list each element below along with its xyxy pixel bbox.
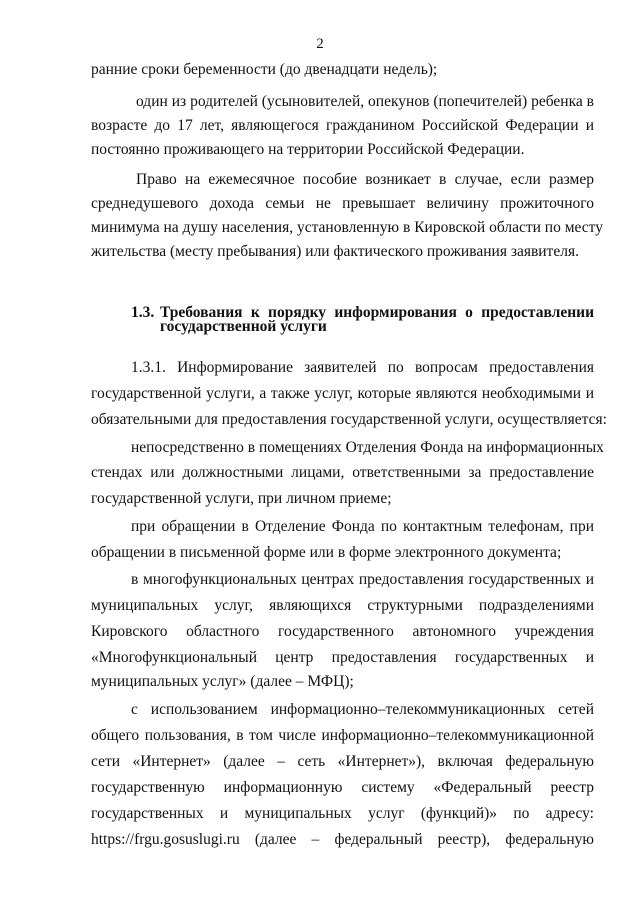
page-number: 2 [316,36,324,52]
text-line: обращении в письменной форме или в форме электронного документа; [91,544,562,561]
section-heading: Требования к порядку информирования о предоставлении [160,304,594,321]
text-line: постоянно проживающего на территории Российской Федерации. [91,141,525,158]
text-line: муниципальных услуг, являющихся структурными подразделениями [91,597,594,614]
text-line: сети «Интернет» (далее – сеть «Интернет»), включая федеральную [91,753,594,770]
text-line: ранние сроки беременности (до двенадцати недель); [91,61,438,78]
text-line: при обращении в Отделение Фонда по контактным телефонам, при [131,518,594,535]
text-line: общего пользования, в том числе информационно–телекоммуникационной [91,727,594,744]
text-line: «Многофункциональный центр предоставления государственных и [91,649,594,666]
text-line: в многофункциональных центрах предоставления государственных и [131,571,594,588]
text-line: Право на ежемесячное пособие возникает в случае, если размер [136,171,594,188]
text-line: с использованием информационно–телекоммуникационных сетей [131,701,594,718]
section-heading: государственной услуги [160,318,327,335]
text-line: стендах или должностными лицами, ответственными за предоставление [91,464,594,481]
text-line: жительства (месту пребывания) или фактического проживания заявителя. [91,243,579,260]
text-line: один из родителей (усыновителей, опекунов (попечителей) ребенка в [136,93,594,110]
text-line: государственной услуги, при личном приеме; [91,490,392,507]
text-line: Кировского областного государственного автономного учреждения [91,623,594,640]
section-number: 1.3. [131,304,155,321]
text-line: возрасте до 17 лет, являющегося гражданином Российской Федерации и [91,117,594,134]
text-line: среднедушевого дохода семьи не превышает величину прожиточного [91,195,594,212]
text-line: непосредственно в помещениях Отделения Фонда на информационных [131,439,604,456]
text-line: 1.3.1. Информирование заявителей по вопросам предоставления [131,359,594,376]
text-line: государственных и муниципальных услуг (функций)» по адресу: [91,805,594,822]
text-line: обязательными для предоставления государственной услуги, осуществляется: [91,411,607,428]
text-line: минимума на душу населения, установленную в Кировской области по месту [91,219,603,236]
text-line: https://frgu.gosuslugi.ru (далее – федеральный реестр), федеральную [91,831,594,848]
text-line: муниципальных услуг» (далее – МФЦ); [91,673,354,690]
text-line: государственной услуги, а также услуг, которые являются необходимыми и [91,385,594,402]
text-line: государственную информационную систему «Федеральный реестр [91,779,594,796]
